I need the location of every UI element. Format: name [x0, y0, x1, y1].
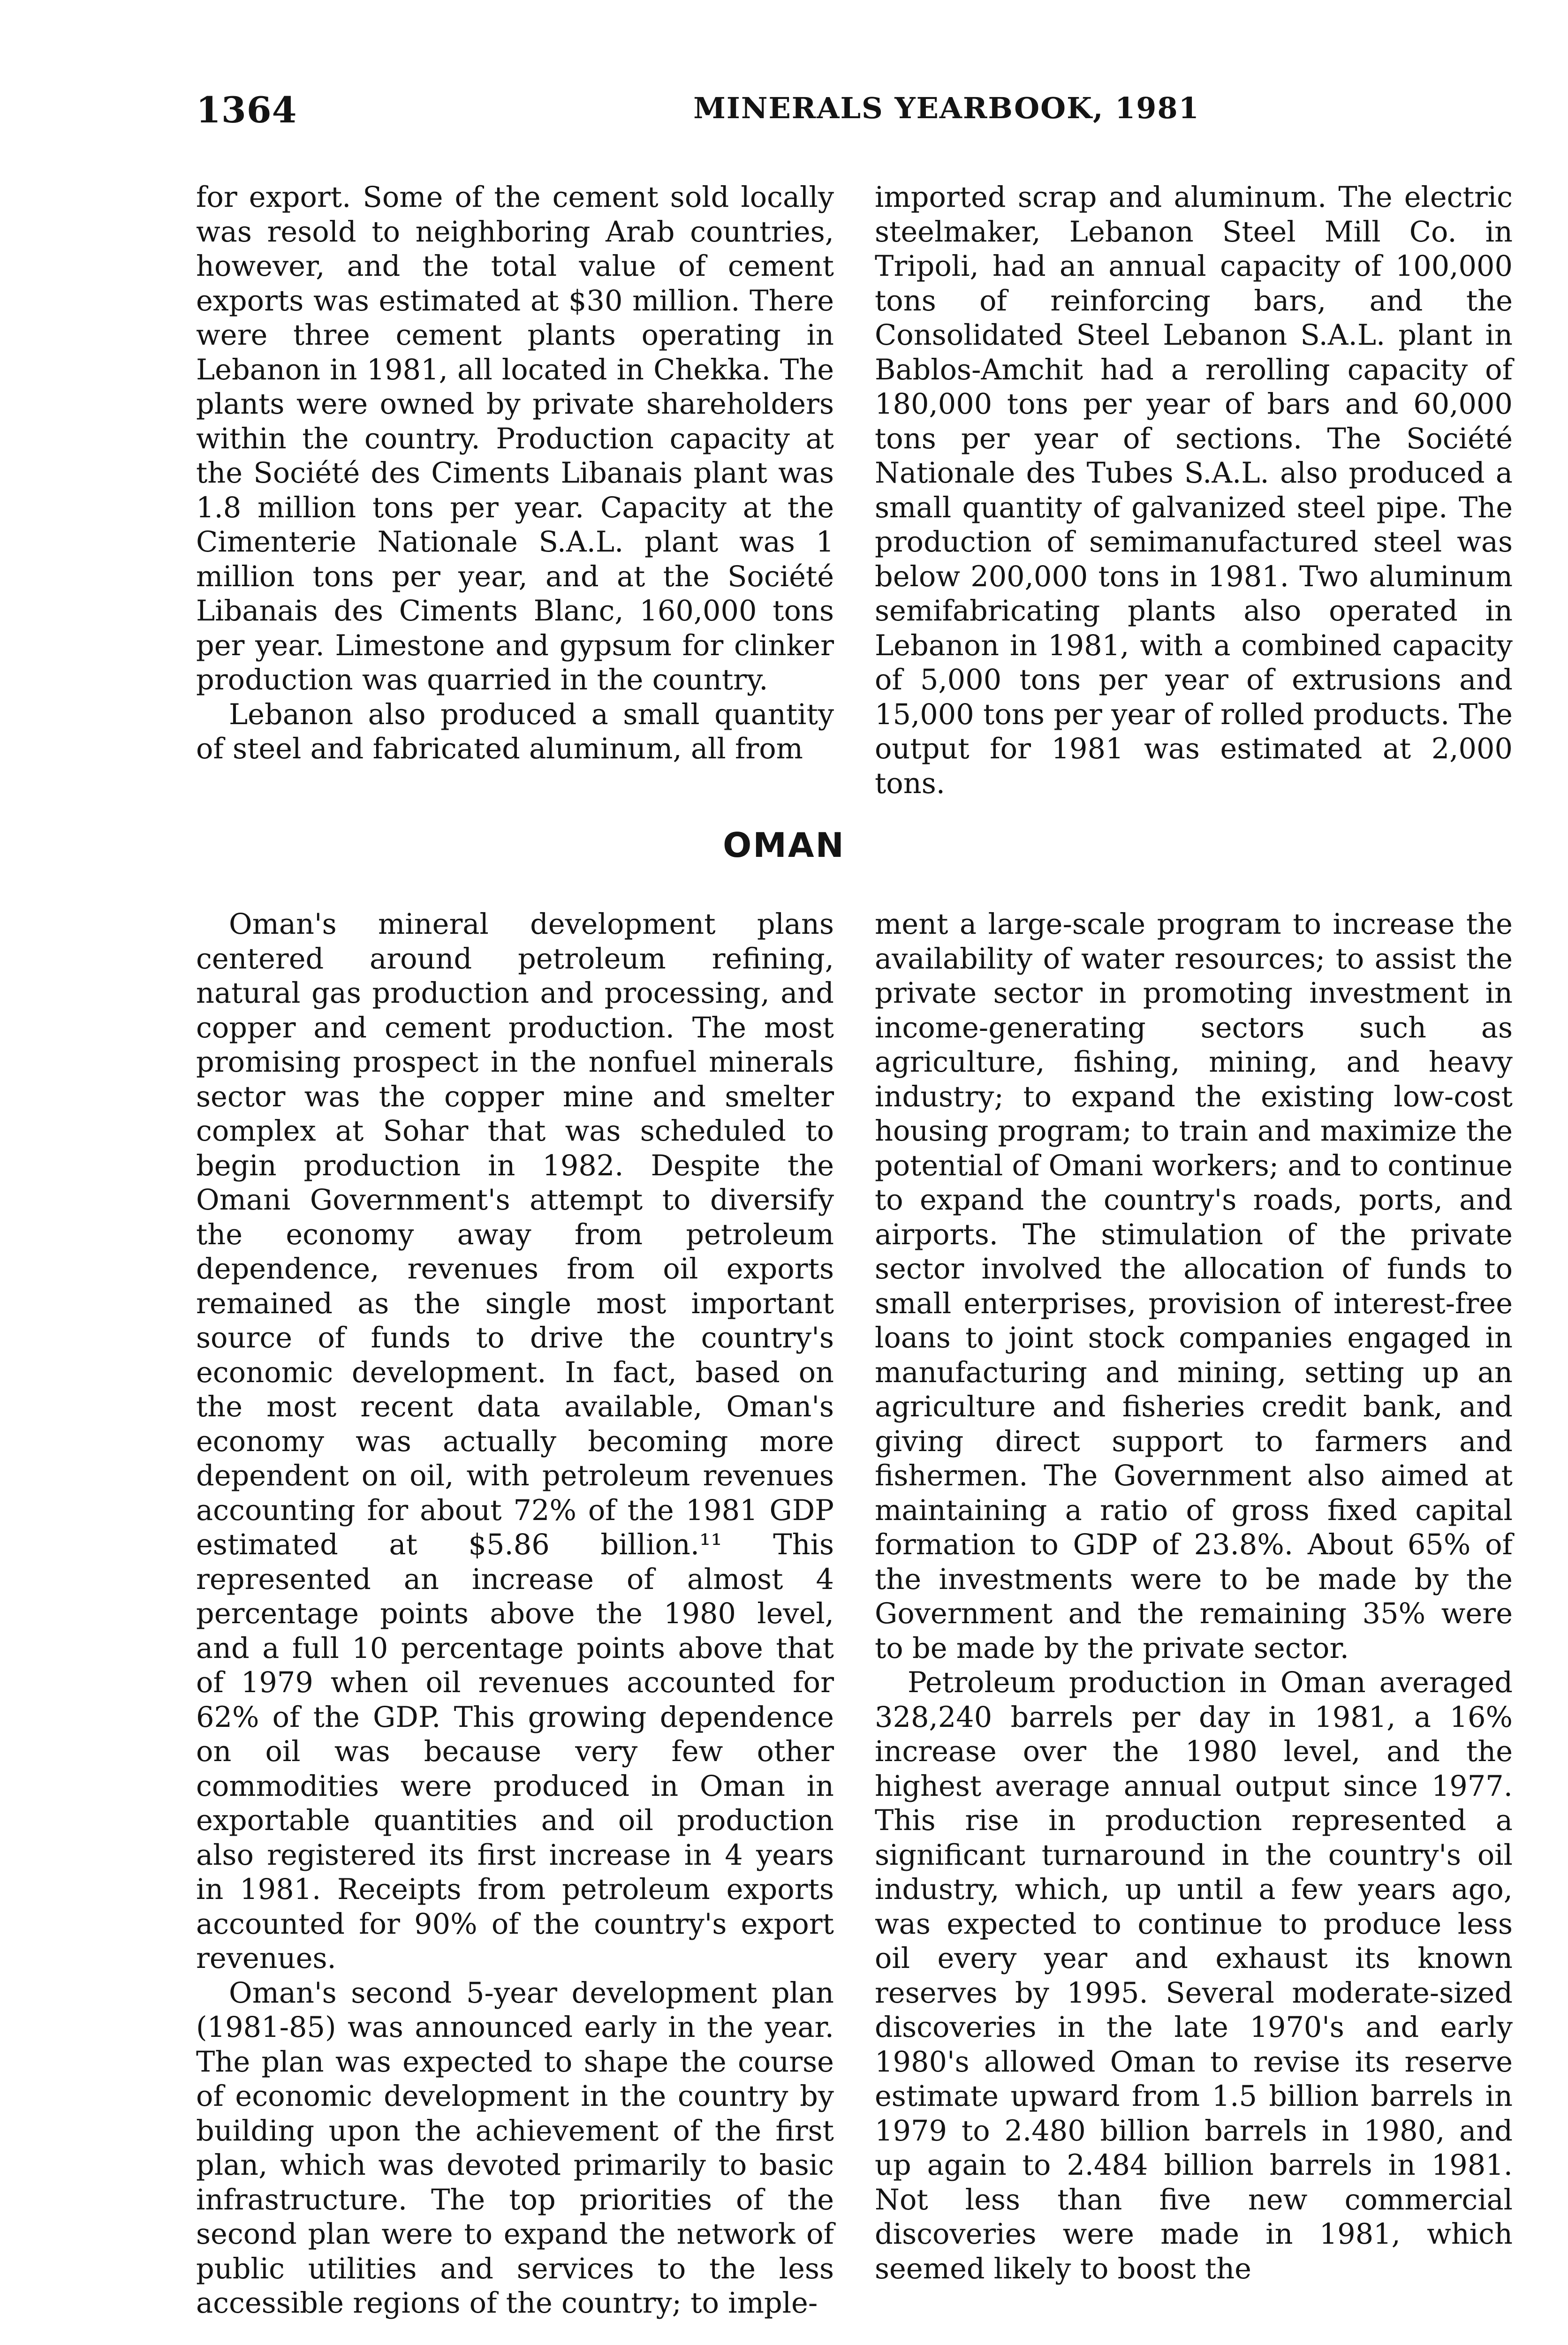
paragraph: Petroleum production in Oman averaged 328,240 barrels per day in 1981, a 16% increase over the 1980 level, and the highest average annual output since 1977. This rise in production represented a significant turnaround in the country's oil industry, which, up until a few years ago, was expected to continue to produce less oil every year and exhaust its known reserves by 1995. Several moderate-sized discoveries in the late 1970's and early 1980's allowed Oman to revise its reserve estimate upward from 1.5 billion barrels in 1979 to 2.480 billion barrels in 1980, and up again to 2.484 billion barrels in 1981. Not less than five new commercial discoveries were made in 1981, which seemed likely to boost the [875, 1666, 1513, 2285]
oman-text-left-column [196, 908, 834, 2321]
page-number: 1364 [196, 89, 297, 131]
running-head [196, 89, 1509, 131]
running-title: MINERALS YEARBOOK, 1981 [693, 91, 1200, 125]
lebanon-text-left-column [196, 181, 834, 767]
paragraph: Oman's second 5-year development plan (1981-85) was announced early in the year. The plan was expected to shape the course of economic development in the country by building upon the achievement of the first plan, which was devoted primarily to basic infrastructure. The top priorities of the second plan were to expand the network of public utilities and services to the less accessible regions of the country; to imple- [196, 1976, 834, 2320]
paragraph: Lebanon also produced a small quantity of steel and fabricated aluminum, all from [196, 698, 834, 765]
section-heading-oman: OMAN [723, 825, 845, 865]
paragraph: imported scrap and aluminum. The electric steelmaker, Lebanon Steel Mill Co. in Tripoli, had an annual capacity of 100,000 tons of reinforcing bars, and the Consolidated Steel Lebanon S.A.L. plant in Bablos-Amchit had a rerolling capacity of 180,000 tons per year of bars and 60,000 tons per year of sections. The Société Nationale des Tubes S.A.L. also produced a small quantity of galvanized steel pipe. The production of semimanufactured steel was below 200,000 tons in 1981. Two aluminum semifabricating plants also operated in Lebanon in 1981, with a combined capacity of 5,000 tons per year of extrusions and 15,000 tons per year of rolled products. The output for 1981 was estimated at 2,000 tons. [875, 181, 1513, 800]
oman-text-right-column [875, 908, 1513, 2286]
lebanon-text-right-column [875, 181, 1513, 801]
paragraph: ment a large-scale program to increase the availability of water resources; to assist the private sector in promoting investment in income-generating sectors such as agriculture, fishing, mining, and heavy industry; to expand the existing low-cost housing program; to train and maximize the potential of Omani workers; and to continue to expand the country's roads, ports, and airports. The stimulation of the private sector involved the allocation of funds to small enterprises, provision of interest-free loans to joint stock companies engaged in manufacturing and mining, setting up an agriculture and fisheries credit bank, and giving direct support to farmers and fishermen. The Government also aimed at maintaining a ratio of gross fixed capital formation to GDP of 23.8%. About 65% of the investments were to be made by the Government and the remaining 35% were to be made by the private sector. [875, 908, 1513, 1665]
paragraph: for export. Some of the cement sold locally was resold to neighboring Arab countries, however, and the total value of cement exports was estimated at $30 million. There were three cement plants operating in Lebanon in 1981, all located in Chekka. The plants were owned by private shareholders within the country. Production capacity at the Société des Ciments Libanais plant was 1.8 million tons per year. Capacity at the Cimenterie Nationale S.A.L. plant was 1 million tons per year, and at the Société Libanais des Ciments Blanc, 160,000 tons per year. Limestone and gypsum for clinker production was quarried in the country. [196, 181, 834, 696]
paragraph: Oman's mineral development plans centered around petroleum refining, natural gas production and processing, and copper and cement production. The most promising prospect in the nonfuel minerals sector was the copper mine and smelter complex at Sohar that was scheduled to begin production in 1982. Despite the Omani Government's attempt to diversify the economy away from petroleum dependence, revenues from oil exports remained as the single most important source of funds to drive the country's economic development. In fact, based on the most recent data available, Oman's economy was actually becoming more dependent on oil, with petroleum revenues accounting for about 72% of the 1981 GDP estimated at $5.86 billion.¹¹ This represented an increase of almost 4 percentage points above the 1980 level, and a full 10 percentage points above that of 1979 when oil revenues accounted for 62% of the GDP. This growing dependence on oil was because very few other commodities were produced in Oman in exportable quantities and oil production also registered its first increase in 4 years in 1981. Receipts from petroleum exports accounted for 90% of the country's export revenues. [196, 908, 834, 1975]
